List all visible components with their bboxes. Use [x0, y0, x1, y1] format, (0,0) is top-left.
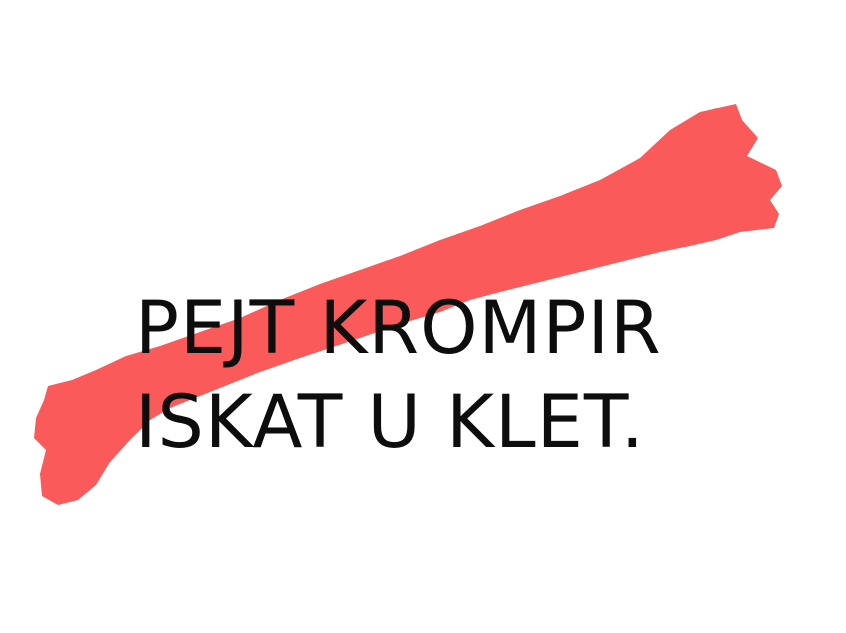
message-line-2: ISKAT U KLET.: [135, 380, 645, 465]
message-text: [135, 282, 662, 470]
message-line-1: PEJT KROMPIR: [135, 286, 662, 371]
